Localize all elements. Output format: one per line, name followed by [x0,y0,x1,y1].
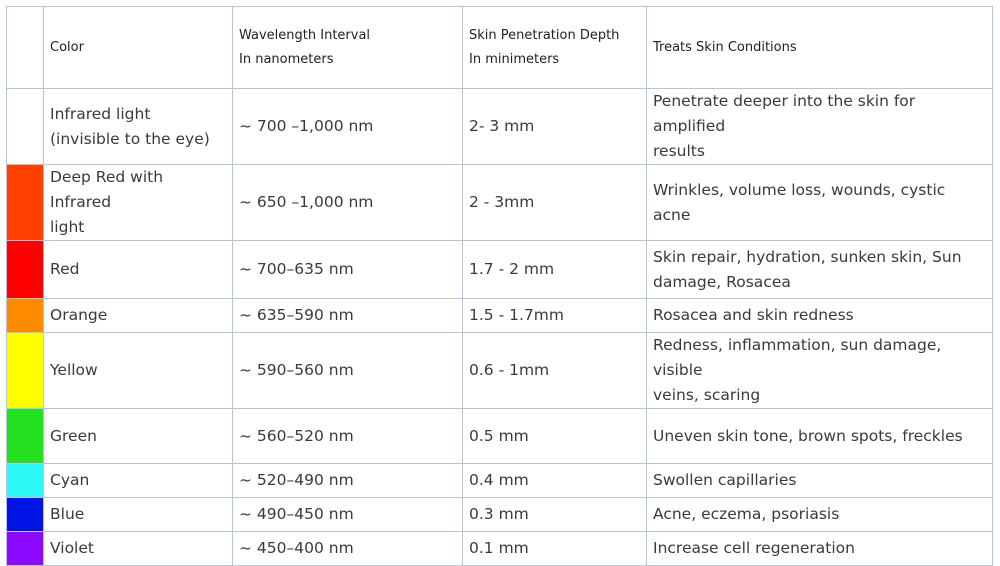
color-swatch [7,409,44,464]
treats-cell-line1: Penetrate deeper into the skin for amplified [653,92,916,135]
treats-cell-line1: Acne, eczema, psoriasis [653,505,840,523]
wavelength-cell-line1: ~ 635–590 nm [239,306,354,324]
treats-cell [647,409,993,464]
wavelength-cell [233,241,463,299]
table-row [7,241,993,299]
color-name-cell-line1: Green [50,426,97,445]
color-name-cell-line2: (invisible to the eye) [50,129,210,148]
treats-cell [647,498,993,532]
treats-cell-line1: Skin repair, hydration, sunken skin, Sun [653,247,962,266]
color-swatch [7,165,44,241]
wavelength-cell [233,498,463,532]
wavelength-cell [233,89,463,165]
treats-cell-line1: Wrinkles, volume loss, wounds, cystic acne [653,180,946,224]
table-row [7,409,993,464]
wavelength-cell-line1: ~ 520–490 nm [239,471,354,489]
depth-cell [463,241,647,299]
depth-cell-line1: 1.7 - 2 mm [469,260,555,278]
depth-cell [463,409,647,464]
color-name-cell-line1: Deep Red with Infrared [50,168,164,211]
depth-cell-line1: 0.3 mm [469,505,529,523]
color-name-cell [44,165,233,241]
color-name-cell [44,409,233,464]
wavelength-cell-line1: ~ 650 –1,000 nm [239,193,374,211]
treats-cell [647,532,993,566]
treats-cell [647,333,993,409]
depth-cell [463,165,647,241]
depth-header-line1: Skin Penetration Depth [469,27,620,43]
swatch-header [7,7,44,89]
treats-cell [647,464,993,498]
color-header-label: Color [50,39,84,55]
depth-header-line2: In minimeters [469,51,560,67]
table-row [7,299,993,333]
color-swatch [7,89,44,165]
color-name-cell-line1: Orange [50,306,108,324]
wavelength-cell-line1: ~ 450–400 nm [239,539,354,557]
depth-cell-line1: 0.1 mm [469,539,529,557]
depth-cell [463,498,647,532]
wavelength-header-line2: In nanometers [239,51,334,67]
color-name-cell [44,241,233,299]
treats-cell [647,299,993,333]
treats-cell-line2: damage, Rosacea [653,272,791,291]
treats-header-label: Treats Skin Conditions [653,39,797,55]
wavelength-cell-line1: ~ 700–635 nm [239,260,354,278]
color-name-cell-line1: Infrared light [50,104,151,123]
wavelength-cell-line1: ~ 560–520 nm [239,426,354,445]
color-name-cell [44,299,233,333]
table-row [7,333,993,409]
wavelength-cell-line1: ~ 490–450 nm [239,505,354,523]
depth-cell-line1: 0.4 mm [469,471,529,489]
color-swatch [7,241,44,299]
treats-cell [647,241,993,299]
table-row [7,498,993,532]
wavelength-cell [233,165,463,241]
wavelength-cell [233,464,463,498]
color-name-cell [44,89,233,165]
treats-cell [647,165,993,241]
treats-cell-line1: Swollen capillaries [653,471,797,489]
treats-cell-line1: Uneven skin tone, brown spots, freckles [653,426,963,445]
wavelength-cell [233,333,463,409]
table-row [7,165,993,241]
color-name-cell-line1: Violet [50,539,94,557]
color-name-cell-line1: Yellow [50,361,98,379]
header-row [7,7,993,89]
color-swatch [7,464,44,498]
treats-cell-line1: Increase cell regeneration [653,539,855,557]
wavelength-cell [233,532,463,566]
color-name-cell [44,532,233,566]
depth-cell-line1: 2- 3 mm [469,117,535,135]
color-name-cell [44,464,233,498]
depth-cell-line1: 1.5 - 1.7mm [469,306,564,324]
depth-cell [463,464,647,498]
depth-cell-line1: 0.6 - 1mm [469,361,550,379]
wavelength-header-line1: Wavelength Interval [239,27,371,43]
wavelength-cell [233,299,463,333]
depth-cell-line1: 0.5 mm [469,426,529,445]
wavelength-cell [233,409,463,464]
treats-cell-line1: Redness, inflammation, sun damage, visible [653,336,942,379]
depth-cell [463,89,647,165]
depth-cell [463,333,647,409]
treats-header [647,7,993,89]
color-name-cell-line1: Cyan [50,471,90,489]
treats-cell-line1: Rosacea and skin redness [653,306,854,324]
color-name-cell-line2: light [50,218,85,236]
treats-cell-line2: veins, scaring [653,386,761,404]
treats-cell [647,89,993,165]
wavelength-cell-line1: ~ 590–560 nm [239,361,354,379]
color-swatch [7,299,44,333]
wavelength-header [233,7,463,89]
table-row [7,532,993,566]
table-row [7,464,993,498]
depth-cell [463,532,647,566]
color-name-cell [44,498,233,532]
color-name-cell-line1: Red [50,260,80,278]
color-swatch [7,333,44,409]
depth-cell-line1: 2 - 3mm [469,193,535,211]
color-name-cell [44,333,233,409]
color-header [44,7,233,89]
depth-header [463,7,647,89]
color-name-cell-line1: Blue [50,505,85,523]
color-swatch [7,532,44,566]
table-row [7,89,993,165]
light-therapy-table [6,6,993,566]
wavelength-cell-line1: ~ 700 –1,000 nm [239,117,374,135]
treats-cell-line2: results [653,142,705,160]
color-swatch [7,498,44,532]
depth-cell [463,299,647,333]
